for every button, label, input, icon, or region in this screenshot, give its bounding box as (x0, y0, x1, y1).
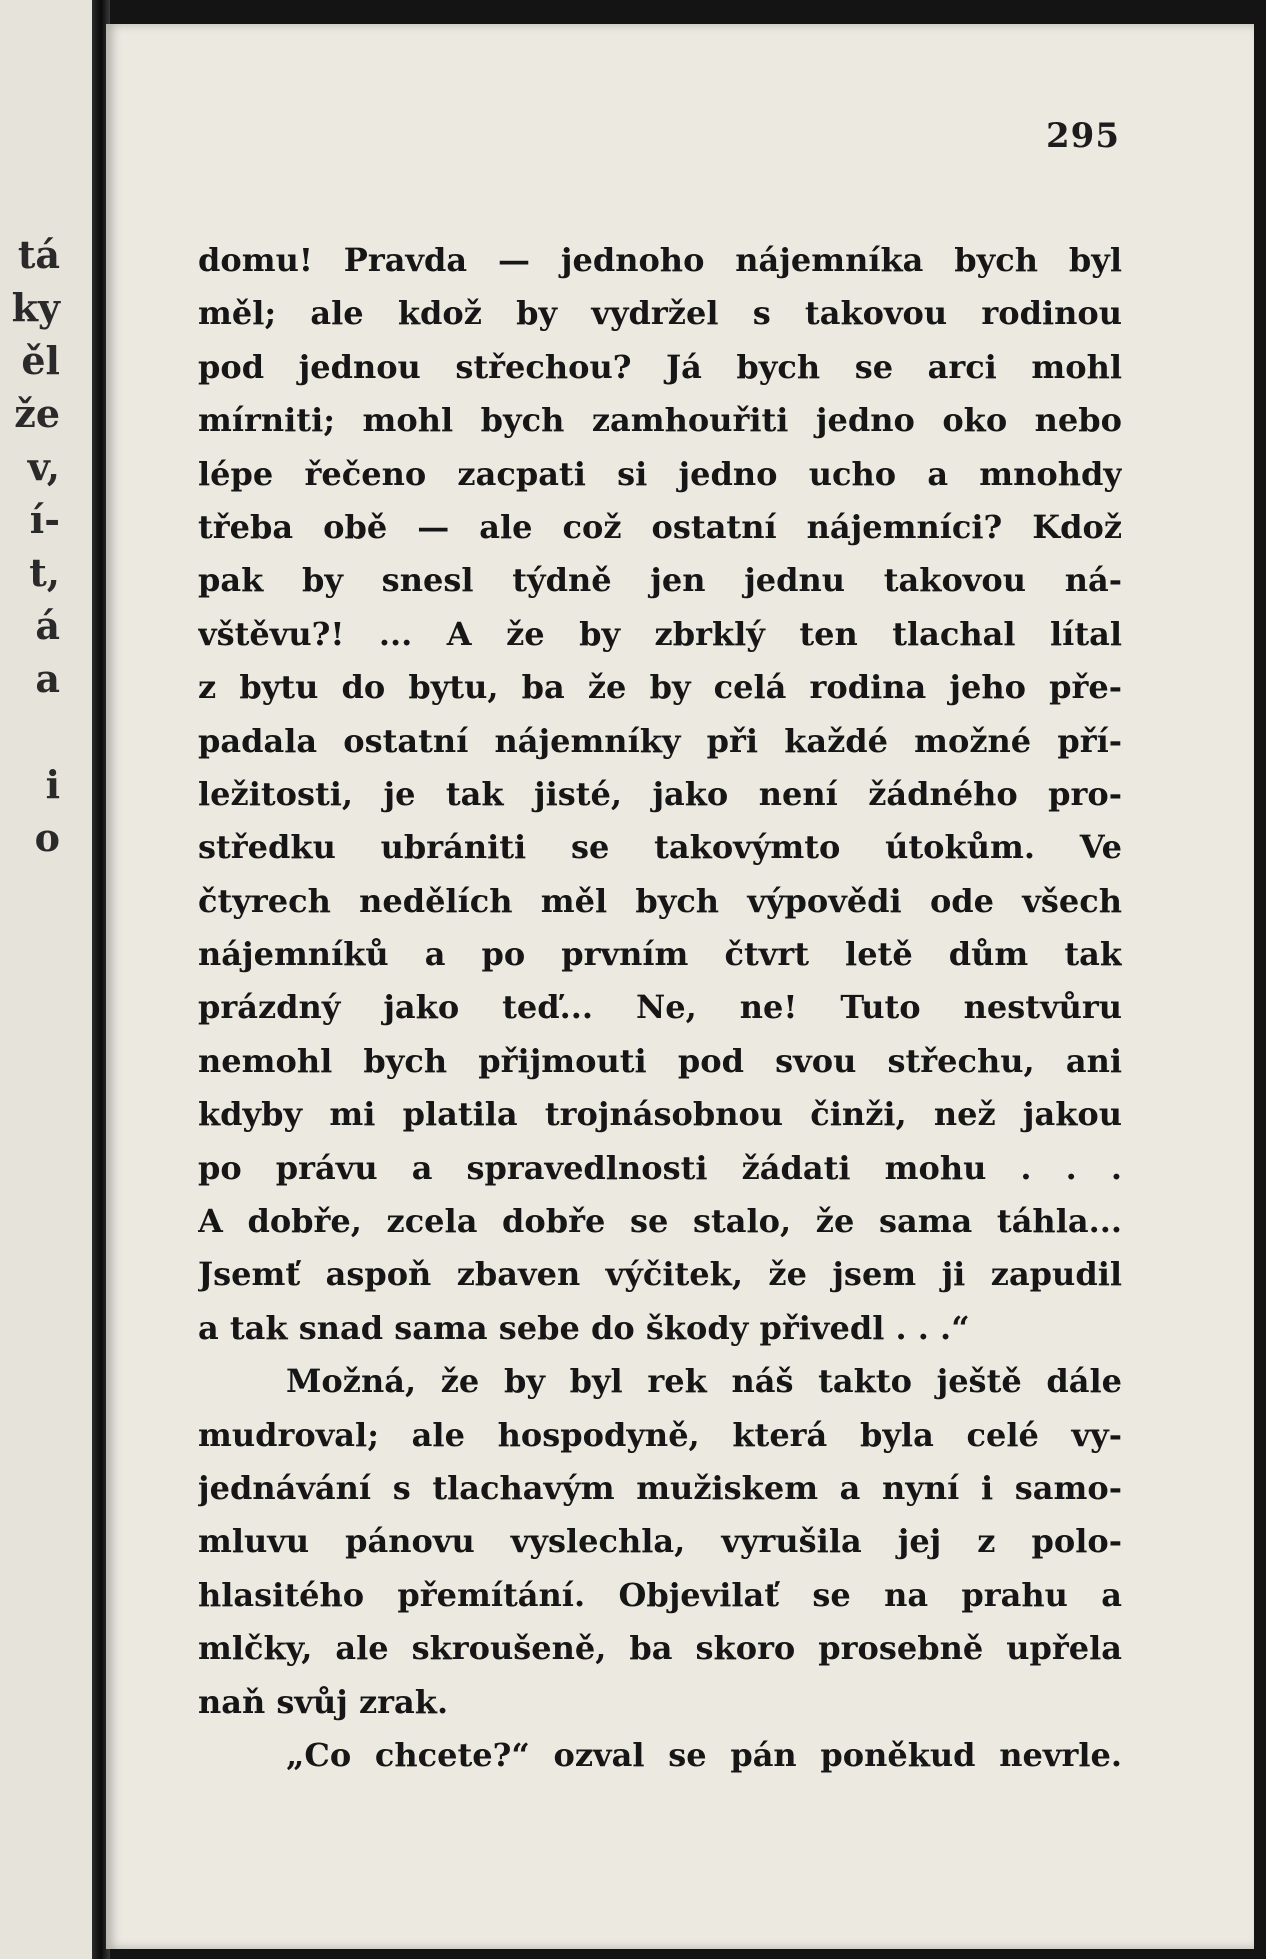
fragment (0, 705, 60, 758)
text-line: padala ostatní nájemníky při každé možné pří- (198, 721, 1122, 760)
previous-page-fragments (0, 228, 60, 864)
text-line: lépe řečeno zacpati si jedno ucho a mnohdy (198, 454, 1122, 493)
text-line: naň svůj zrak. (198, 1682, 449, 1721)
body-text (198, 234, 1122, 1782)
text-line: kdyby mi platila trojnásobnou činži, než jakou (198, 1095, 1122, 1134)
fragment: tá (17, 232, 60, 277)
text-line: A dobře, zcela dobře se stalo, že sama táhla... (198, 1202, 1122, 1241)
fragment: ěl (21, 338, 60, 383)
text-line: mírniti; mohl bych zamhouřiti jedno oko nebo (198, 401, 1122, 440)
fragment: i (45, 762, 60, 807)
book-page (106, 24, 1254, 1949)
fragment: í- (29, 497, 60, 542)
text-line: prázdný jako teď... Ne, ne! Tuto nestvůru (198, 988, 1122, 1027)
text-line: po právu a spravedlnosti žádati mohu . . . (198, 1148, 1122, 1187)
text-line: Jsemť aspoň zbaven výčitek, že jsem ji zapudil (198, 1255, 1122, 1294)
text-line: vštěvu?! ... A že by zbrklý ten tlachal lítal (198, 614, 1122, 653)
fragment: a (35, 656, 60, 701)
page-number: 295 (1046, 116, 1120, 156)
text-line: středku ubrániti se takovýmto útokům. Ve (198, 828, 1122, 867)
previous-page-edge (0, 0, 96, 1959)
fragment: á (35, 603, 60, 648)
fragment: t, (29, 550, 60, 595)
text-line: měl; ale kdož by vydržel s takovou rodinou (198, 294, 1122, 333)
text-line: mlčky, ale skroušeně, ba skoro prosebně upřela (198, 1629, 1122, 1668)
text-line: mluvu pánovu vyslechla, vyrušila jej z polo- (198, 1522, 1122, 1561)
text-line: Možná, že by byl rek náš takto ještě dále (286, 1362, 1122, 1401)
text-line: nemohl bych přijmouti pod svou střechu, ani (198, 1041, 1122, 1080)
text-line: domu! Pravda — jednoho nájemníka bych byl (198, 241, 1122, 279)
text-line: pak by snesl týdně jen jednu takovou ná- (198, 561, 1122, 600)
text-line: mudroval; ale hospodyně, která byla celé vy- (198, 1415, 1122, 1454)
fragment: o (34, 815, 60, 860)
text-line: pod jednou střechou? Já bych se arci mohl (198, 347, 1122, 386)
text-line: ležitosti, je tak jisté, jako není žádného pro- (198, 774, 1122, 813)
text-line: jednávání s tlachavým mužiskem a nyní i samo- (198, 1468, 1122, 1507)
text-line: čtyrech nedělích měl bych výpovědi ode všech (198, 881, 1122, 920)
fragment: ky (11, 285, 60, 330)
text-line: „Co chcete?“ ozval se pán poněkud nevrle. (286, 1735, 1122, 1774)
fragment: v, (27, 444, 60, 489)
text-line: hlasitého přemítání. Objevilať se na prahu a (198, 1575, 1122, 1614)
text-line: z bytu do bytu, ba že by celá rodina jeho pře- (198, 668, 1122, 707)
text-line: a tak snad sama sebe do škody přivedl . . .“ (198, 1308, 970, 1347)
text-line: třeba obě — ale což ostatní nájemníci? Kdož (198, 507, 1122, 546)
text-line: nájemníků a po prvním čtvrt letě dům tak (198, 935, 1122, 974)
fragment: že (14, 391, 60, 436)
